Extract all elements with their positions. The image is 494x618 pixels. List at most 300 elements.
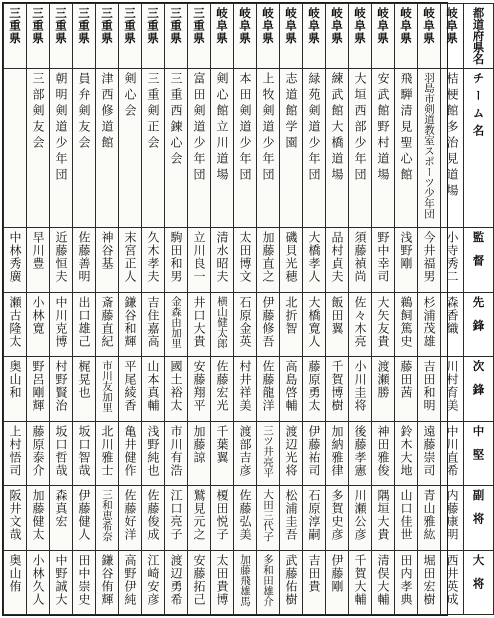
pref-text: 三重県 — [169, 7, 183, 45]
jiho-text: 國土裕太 — [169, 360, 183, 413]
senpo-text: 瀬古隆太 — [8, 295, 22, 348]
fukusho-text: 佐藤俊成 — [146, 489, 160, 542]
cell-team — [27, 68, 50, 227]
fukusho-text: 石原淳嗣 — [307, 489, 321, 542]
taisho-text: 多和田雄介 — [262, 553, 274, 607]
fukusho-text: 隅垣大貴 — [376, 489, 390, 542]
cell-pref — [96, 4, 119, 69]
chuken-text: 遠藤崇司 — [422, 424, 436, 477]
senpo-text: 吉住嘉高 — [146, 295, 160, 348]
cell-fukusho — [395, 486, 418, 550]
team-roster-table — [3, 3, 494, 615]
cell-chuken — [234, 421, 257, 485]
pref-text: 三重県 — [54, 7, 68, 45]
jiho-text: 奥山和 — [8, 360, 22, 400]
cell-pref — [257, 4, 280, 69]
fukusho-text: 加藤健太 — [31, 489, 45, 542]
chuken-text: 北川雅士 — [100, 424, 114, 477]
cell-pref — [303, 4, 326, 69]
cell-coach — [50, 228, 73, 292]
senpo-text: 中川克博 — [54, 295, 68, 348]
chuken-text: 加藤諒 — [192, 424, 206, 464]
header-pref — [464, 4, 494, 69]
cell-pref — [418, 4, 441, 69]
cell-taisho — [165, 550, 188, 614]
cell-pref — [50, 4, 73, 69]
cell-fukusho — [257, 486, 280, 550]
jiho-text: 吉田和明 — [422, 360, 436, 413]
cell-chuken — [441, 421, 464, 485]
cell-coach — [27, 228, 50, 292]
coach-text: 末宮正人 — [123, 231, 137, 284]
pref-text: 岐阜県 — [261, 7, 275, 45]
cell-coach — [73, 228, 96, 292]
cell-jiho — [4, 357, 27, 421]
senpo-text: 森香織 — [445, 295, 459, 335]
cell-senpo — [303, 292, 326, 356]
cell-taisho — [349, 550, 372, 614]
cell-fukusho — [50, 486, 73, 550]
cell-team — [234, 68, 257, 227]
chuken-text: 渡辺光将 — [284, 424, 298, 477]
coach-text: 立川良一 — [192, 231, 206, 284]
fukusho-text: 佐藤弘美 — [238, 489, 252, 542]
cell-senpo — [234, 292, 257, 356]
coach-text: 近藤恒夫 — [54, 231, 68, 284]
cell-senpo — [280, 292, 303, 356]
cell-team — [441, 68, 464, 227]
cell-senpo — [418, 292, 441, 356]
cell-senpo — [119, 292, 142, 356]
header-label: 監督 — [471, 231, 486, 279]
cell-chuken — [96, 421, 119, 485]
cell-jiho — [418, 357, 441, 421]
taisho-text: 加藤飛雄馬 — [239, 553, 251, 607]
cell-fukusho — [142, 486, 165, 550]
senpo-text: 小林寛 — [31, 295, 45, 335]
cell-taisho — [234, 550, 257, 614]
cell-fukusho — [119, 486, 142, 550]
jiho-text: 山本真輔 — [146, 360, 160, 413]
team-text: 三部剣友会 — [31, 71, 45, 152]
chuken-text: 三ツ井亮平 — [262, 424, 274, 478]
cell-senpo — [441, 292, 464, 356]
chuken-text: 浅野純也 — [146, 424, 160, 477]
senpo-text: 佐々木亮 — [353, 295, 367, 348]
cell-team — [96, 68, 119, 227]
pref-text: 岐阜県 — [284, 7, 298, 45]
taisho-text: 堀田宏樹 — [422, 553, 436, 606]
senpo-text: 伊藤修吾 — [261, 295, 275, 348]
cell-taisho — [257, 550, 280, 614]
chuken-text: 渡部吉彦 — [238, 424, 252, 477]
header-team — [464, 68, 494, 227]
taisho-text: 中野誠大 — [54, 553, 68, 606]
cell-jiho — [50, 357, 73, 421]
cell-chuken — [50, 421, 73, 485]
cell-taisho — [27, 550, 50, 614]
cell-taisho — [50, 550, 73, 614]
senpo-text: 鎌谷和輝 — [123, 295, 137, 348]
senpo-text: 鵜飼篤史 — [399, 295, 413, 348]
header-label: 副将 — [471, 489, 486, 537]
cell-pref — [142, 4, 165, 69]
cell-taisho — [372, 550, 395, 614]
header-label: 大将 — [471, 553, 486, 601]
cell-senpo — [4, 292, 27, 356]
cell-team — [188, 68, 211, 227]
fukusho-text: 多賀史彦 — [330, 489, 344, 542]
cell-coach — [395, 228, 418, 292]
jiho-text: 佐藤龍洋 — [261, 360, 275, 413]
jiho-text: 川村育美 — [445, 360, 459, 413]
chuken-text: 加納雅律 — [330, 424, 344, 477]
senpo-text: 北折智 — [284, 295, 298, 335]
coach-text: 清水昭夫 — [215, 231, 229, 284]
jiho-text: 高島啓輔 — [284, 360, 298, 413]
cell-pref — [188, 4, 211, 69]
cell-chuken — [119, 421, 142, 485]
team-text: 員弁剣友会 — [77, 71, 91, 152]
taisho-text: 武藤佑樹 — [284, 553, 298, 606]
cell-senpo — [188, 292, 211, 356]
coach-text: 今井福男 — [422, 231, 436, 284]
cell-jiho — [257, 357, 280, 421]
cell-senpo — [73, 292, 96, 356]
cell-jiho — [303, 357, 326, 421]
chuken-text: 神田雅俊 — [376, 424, 390, 477]
senpo-text: 出口雄己 — [77, 295, 91, 348]
fukusho-text: 阪井文哉 — [8, 489, 22, 542]
cell-fukusho — [372, 486, 395, 550]
cell-jiho — [165, 357, 188, 421]
cell-team — [142, 68, 165, 227]
senpo-text: 大橋寛人 — [307, 295, 321, 348]
pref-text: 三重県 — [77, 7, 91, 45]
team-text: 羽島市剣道教室スポーツ少年団 — [423, 71, 435, 219]
team-text: 安武館野村道場 — [376, 71, 390, 184]
cell-pref — [73, 4, 96, 69]
cell-pref — [119, 4, 142, 69]
cell-pref — [395, 4, 418, 69]
cell-chuken — [280, 421, 303, 485]
header-label: 次鋒 — [471, 360, 486, 408]
senpo-text: 杉浦茂雄 — [422, 295, 436, 348]
team-text: 剣心館立川道場 — [215, 71, 229, 184]
fukusho-text: 佐藤好洋 — [123, 489, 137, 542]
team-text: 緑苑剣道少年団 — [307, 71, 321, 184]
header-label: 都道府県名 — [471, 7, 486, 65]
cell-team — [73, 68, 96, 227]
taisho-text: 西井英成 — [445, 553, 459, 606]
header-senpo — [464, 292, 494, 356]
jiho-text: 小川圭将 — [353, 360, 367, 413]
cell-team — [326, 68, 349, 227]
cell-taisho — [73, 550, 96, 614]
cell-taisho — [211, 550, 234, 614]
cell-taisho — [418, 550, 441, 614]
header-jiho — [464, 357, 494, 421]
team-text: 上牧剣道少年団 — [261, 71, 275, 184]
cell-coach — [257, 228, 280, 292]
cell-jiho — [395, 357, 418, 421]
team-text: 飛騨清見聖心館 — [399, 71, 413, 184]
pref-text: 三重県 — [31, 7, 45, 45]
cell-jiho — [188, 357, 211, 421]
cell-chuken — [349, 421, 372, 485]
fukusho-text: 伊藤健人 — [77, 489, 91, 542]
chuken-text: 伊藤祐司 — [307, 424, 321, 477]
coach-text: 駒田和男 — [169, 231, 183, 284]
team-text: 志道館学園 — [284, 71, 298, 152]
cell-pref — [27, 4, 50, 69]
team-text: 大垣西部少年団 — [353, 71, 367, 184]
cell-fukusho — [96, 486, 119, 550]
cell-fukusho — [4, 486, 27, 550]
jiho-text: 渡瀬勝 — [376, 360, 390, 400]
cell-fukusho — [441, 486, 464, 550]
cell-senpo — [257, 292, 280, 356]
taisho-text: 太田貴博 — [215, 553, 229, 606]
header-taisho — [464, 550, 494, 614]
taisho-text: 安藤拓己 — [192, 553, 206, 606]
pref-text: 岐阜県 — [215, 7, 229, 45]
coach-text: 早川豊 — [31, 231, 45, 271]
cell-jiho — [349, 357, 372, 421]
cell-coach — [165, 228, 188, 292]
cell-fukusho — [326, 486, 349, 550]
cell-taisho — [142, 550, 165, 614]
chuken-text: 鈴木大地 — [399, 424, 413, 477]
cell-jiho — [96, 357, 119, 421]
taisho-text: 江崎安彦 — [146, 553, 160, 606]
fukusho-text: 松浦圭吾 — [284, 489, 298, 542]
chuken-text: 市川有浩 — [169, 424, 183, 477]
team-text: 朝明剣道少年団 — [54, 71, 68, 184]
header-label: 先鋒 — [471, 295, 486, 343]
cell-coach — [142, 228, 165, 292]
cell-pref — [211, 4, 234, 69]
cell-coach — [441, 228, 464, 292]
cell-team — [280, 68, 303, 227]
team-text: 練武館大橋道場 — [330, 71, 344, 184]
coach-text: 磯貝光穂 — [284, 231, 298, 284]
cell-chuken — [188, 421, 211, 485]
senpo-text: 井口大貴 — [192, 295, 206, 348]
cell-senpo — [165, 292, 188, 356]
cell-pref — [234, 4, 257, 69]
cell-taisho — [395, 550, 418, 614]
cell-senpo — [211, 292, 234, 356]
cell-senpo — [96, 292, 119, 356]
pref-text: 岐阜県 — [399, 7, 413, 45]
cell-jiho — [280, 357, 303, 421]
cell-jiho — [211, 357, 234, 421]
team-text: 三重西錬心会 — [169, 71, 183, 168]
cell-fukusho — [73, 486, 96, 550]
cell-fukusho — [280, 486, 303, 550]
cell-chuken — [257, 421, 280, 485]
fukusho-text: 山口佳世 — [399, 489, 413, 542]
fukusho-text: 鷲見元之 — [192, 489, 206, 542]
cell-jiho — [73, 357, 96, 421]
pref-text: 岐阜県 — [307, 7, 321, 45]
jiho-text: 佐藤宏光 — [215, 360, 229, 413]
cell-pref — [372, 4, 395, 69]
cell-coach — [418, 228, 441, 292]
cell-senpo — [349, 292, 372, 356]
cell-pref — [4, 4, 27, 69]
jiho-text: 野呂剛輝 — [31, 360, 45, 413]
chuken-text: 坂口哲哉 — [54, 424, 68, 477]
cell-coach — [234, 228, 257, 292]
taisho-text: 田中崇史 — [77, 553, 91, 606]
taisho-text: 田内孝典 — [399, 553, 413, 606]
taisho-text: 高野伊純 — [123, 553, 137, 606]
cell-taisho — [4, 550, 27, 614]
cell-coach — [119, 228, 142, 292]
chuken-text: 後藤孝憲 — [353, 424, 367, 477]
taisho-text: 清俣大輔 — [376, 553, 390, 606]
cell-coach — [280, 228, 303, 292]
cell-team — [418, 68, 441, 227]
cell-fukusho — [211, 486, 234, 550]
jiho-text: 藤原勇太 — [307, 360, 321, 413]
pref-text: 三重県 — [123, 7, 137, 45]
fukusho-text: 三和恵希奈 — [101, 489, 113, 542]
pref-text: 岐阜県 — [238, 7, 252, 45]
cell-pref — [280, 4, 303, 69]
fukusho-text: 内藤康明 — [445, 489, 459, 542]
cell-pref — [165, 4, 188, 69]
cell-chuken — [372, 421, 395, 485]
cell-team — [395, 68, 418, 227]
cell-team — [349, 68, 372, 227]
cell-fukusho — [165, 486, 188, 550]
roster-sheet — [2, 2, 486, 616]
coach-text: 加藤直之 — [261, 231, 275, 284]
jiho-text: 市川友加里 — [101, 360, 113, 413]
team-text: 富田剣道少年団 — [192, 71, 206, 184]
pref-text: 岐阜県 — [445, 7, 459, 45]
cell-coach — [188, 228, 211, 292]
cell-senpo — [27, 292, 50, 356]
jiho-text: 村野賢治 — [54, 360, 68, 413]
cell-senpo — [50, 292, 73, 356]
cell-senpo — [395, 292, 418, 356]
cell-team — [4, 68, 27, 227]
taisho-text: 伊藤剛 — [330, 553, 344, 593]
header-label: 中堅 — [471, 424, 486, 472]
senpo-text: 大矢友貴 — [376, 295, 390, 348]
fukusho-text: 青山雅紘 — [422, 489, 436, 542]
cell-jiho — [372, 357, 395, 421]
coach-text: 野中幸司 — [376, 231, 390, 284]
team-text: 三重剣正会 — [146, 71, 160, 152]
cell-team — [211, 68, 234, 227]
cell-taisho — [188, 550, 211, 614]
taisho-text: 吉田貴 — [307, 553, 321, 593]
team-text: 剣心会 — [123, 71, 137, 120]
cell-chuken — [27, 421, 50, 485]
chuken-text: 藤原泰介 — [31, 424, 45, 477]
cell-fukusho — [27, 486, 50, 550]
header-chuken — [464, 421, 494, 485]
cell-jiho — [234, 357, 257, 421]
taisho-text: 鎌谷侑輝 — [100, 553, 114, 606]
coach-text: 久木孝夫 — [146, 231, 160, 284]
cell-team — [303, 68, 326, 227]
cell-chuken — [73, 421, 96, 485]
cell-team — [119, 68, 142, 227]
cell-team — [257, 68, 280, 227]
cell-pref — [441, 4, 464, 69]
cell-pref — [349, 4, 372, 69]
jiho-text: 藤田茜 — [399, 360, 413, 400]
senpo-text: 横山健太郎 — [216, 295, 228, 349]
chuken-text: 中川直希 — [445, 424, 459, 477]
cell-chuken — [418, 421, 441, 485]
coach-text: 太田博文 — [238, 231, 252, 284]
fukusho-text: 江口亮子 — [169, 489, 183, 542]
cell-pref — [326, 4, 349, 69]
pref-text: 岐阜県 — [330, 7, 344, 45]
cell-chuken — [4, 421, 27, 485]
chuken-text: 坂口智哉 — [77, 424, 91, 477]
pref-text: 三重県 — [8, 7, 22, 45]
cell-team — [165, 68, 188, 227]
pref-text: 岐阜県 — [422, 7, 436, 45]
cell-chuken — [142, 421, 165, 485]
cell-team — [50, 68, 73, 227]
cell-team — [372, 68, 395, 227]
taisho-text: 奥山侑 — [8, 553, 22, 593]
pref-text: 岐阜県 — [376, 7, 390, 45]
coach-text: 品村貞夫 — [330, 231, 344, 284]
cell-chuken — [211, 421, 234, 485]
cell-fukusho — [418, 486, 441, 550]
fukusho-text: 榎田悦子 — [215, 489, 229, 542]
cell-chuken — [303, 421, 326, 485]
cell-taisho — [119, 550, 142, 614]
cell-coach — [372, 228, 395, 292]
senpo-text: 飯田翼 — [330, 295, 344, 335]
header-coach — [464, 228, 494, 292]
fukusho-text: 川瀬公彦 — [353, 489, 367, 542]
cell-fukusho — [188, 486, 211, 550]
cell-coach — [96, 228, 119, 292]
cell-jiho — [142, 357, 165, 421]
jiho-text: 村井祥美 — [238, 360, 252, 413]
team-text: 津西修道館 — [100, 71, 114, 152]
pref-text: 岐阜県 — [353, 7, 367, 45]
cell-taisho — [441, 550, 464, 614]
cell-senpo — [372, 292, 395, 356]
jiho-text: 梶晃也 — [77, 360, 91, 400]
cell-coach — [211, 228, 234, 292]
cell-taisho — [326, 550, 349, 614]
coach-text: 佐藤善明 — [77, 231, 91, 284]
chuken-text: 千葉翼 — [215, 424, 229, 464]
cell-coach — [349, 228, 372, 292]
jiho-text: 千賀博樹 — [330, 360, 344, 413]
coach-text: 大橋孝人 — [307, 231, 321, 284]
pref-text: 三重県 — [100, 7, 114, 45]
cell-fukusho — [234, 486, 257, 550]
chuken-text: 上村悟司 — [8, 424, 22, 477]
senpo-text: 金森由加里 — [170, 295, 182, 349]
cell-taisho — [280, 550, 303, 614]
